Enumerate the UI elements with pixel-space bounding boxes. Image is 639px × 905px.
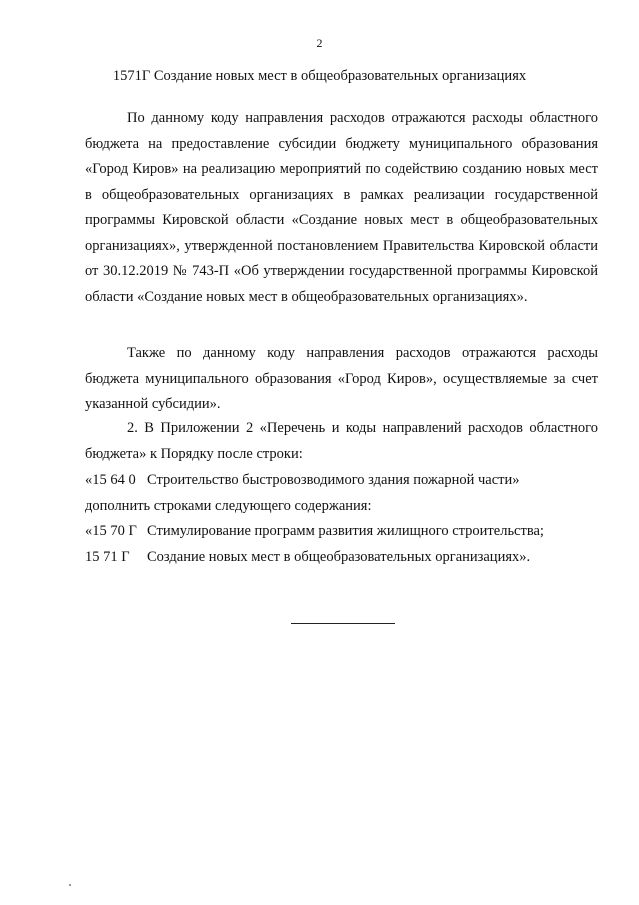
- paragraph-also: Также по данному коду направления расходов отражаются расходы бюджета муниципального образования «Город Киров», осуществляемые за счет указанной субсидии».: [85, 345, 598, 412]
- code-description: Строительство быстровозводимого здания пожарной части»: [147, 472, 520, 488]
- code-value: «15 70 Г: [85, 523, 137, 539]
- paragraph-description: По данному коду направления расходов отражаются расходы областного бюджета на предоставление субсидии бюджету муниципального образования «Город Киров» на реализацию мероприятий по содействию созданию новых мест в общеобразовательных организациях в рамках реализации государственной программы Кировской области «Создание новых мест в общеобразовательных организациях», утвержденной постановлением Правительства Кировской области от 30.12.2019 № 743-П «Об утверждении государственной программы Кировской области «Создание новых мест в общеобразовательных организациях».: [85, 110, 598, 305]
- instruction-text: дополнить строками следующего содержания:: [85, 498, 372, 514]
- code-description: Стимулирование программ развития жилищного строительства;: [147, 523, 544, 539]
- scan-speck: [69, 884, 71, 886]
- code-line-1570g: [85, 519, 605, 545]
- page-number: 2: [316, 36, 323, 50]
- code-line-15640: [85, 468, 605, 494]
- code-value: 15 71 Г: [85, 549, 130, 565]
- section-heading: 1571Г Создание новых мест в общеобразовательных организациях: [112, 68, 527, 84]
- paragraph-item-2: 2. В Приложении 2 «Перечень и коды направлений расходов областного бюджета» к Порядку после строки:: [85, 420, 598, 462]
- code-description: Создание новых мест в общеобразовательных организациях».: [147, 549, 531, 565]
- code-value: «15 64 0: [85, 472, 136, 488]
- end-divider: [291, 623, 395, 624]
- instruction-line: [85, 494, 605, 520]
- code-line-1571g: [85, 545, 605, 571]
